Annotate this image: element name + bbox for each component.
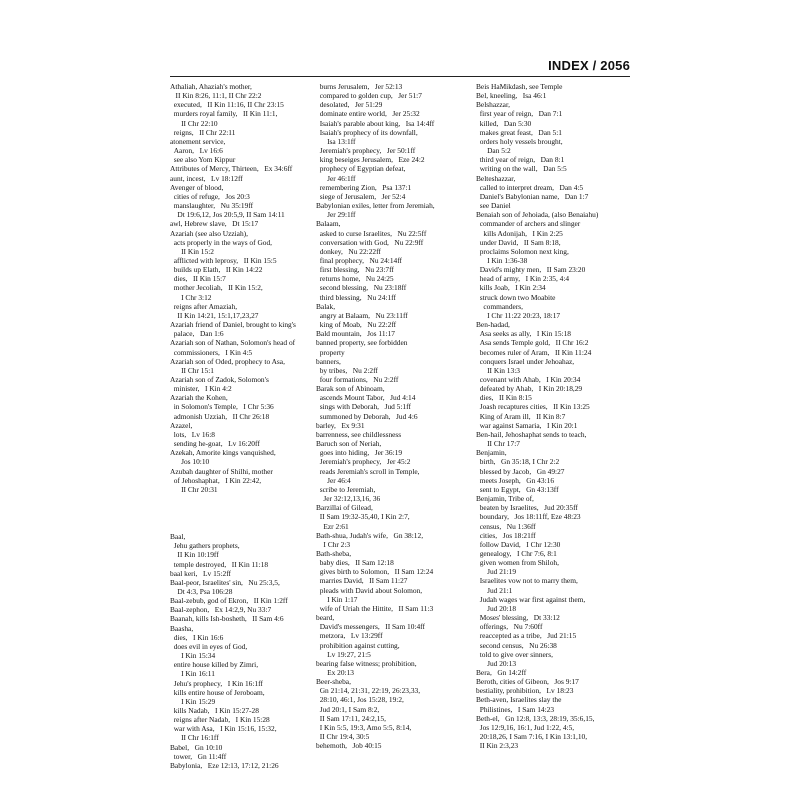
index-entry: Isa 13:1ff	[316, 136, 356, 146]
index-entry: Jud 20:18	[476, 603, 517, 613]
index-entry: II Kin 15:2	[170, 246, 214, 256]
index-entry: metzora, Lv 13:29ff	[316, 631, 383, 641]
index-entry: lots, Lv 16:8	[170, 429, 215, 439]
index-entry: I Kin 1:36-38	[476, 255, 528, 265]
index-entry: reigns after Amaziah,	[170, 301, 238, 311]
index-entry: Benjamin, Tribe of,	[476, 494, 534, 504]
index-entry: Baruch son of Neriah,	[316, 439, 382, 449]
index-entry: Jud 20:13	[476, 658, 517, 668]
index-entry: conversation with God, Nu 22:9ff	[316, 237, 424, 247]
index-entry: Jos 12:9,16, 16:1, Jud 1:22, 4:5,	[476, 722, 575, 732]
index-entry: Beroth, cities of Gibeon, Jos 9:17	[476, 677, 579, 687]
index-column-3	[476, 82, 624, 750]
index-entry: reigns, II Chr 22:11	[170, 127, 236, 137]
index-entry: killed, Dan 5:30	[476, 118, 532, 128]
index-entry: II Kin 10:19ff	[170, 550, 219, 560]
index-entry: Azariah friend of Daniel, brought to king's	[170, 320, 296, 330]
index-column-1	[170, 82, 318, 770]
index-entry: Jeremiah's prophecy, Jer 45:2	[316, 457, 411, 467]
index-entry: Beth-aven, Israelites slay the	[476, 695, 562, 705]
index-entry: II Kin 8:26, 11:1, II Chr 22:2	[170, 91, 262, 101]
index-entry: king beseiges Jerusalem, Eze 24:2	[316, 155, 425, 165]
index-entry: third blessing, Nu 24:1ff	[316, 292, 396, 302]
index-entry: David's messengers, II Sam 10:4ff	[316, 622, 425, 632]
index-entry: property	[316, 347, 345, 357]
index-entry: Benjamin,	[476, 448, 507, 458]
index-entry: cities of refuge, Jos 20:3	[170, 191, 250, 201]
index-entry: I Chr 2:3	[316, 539, 351, 549]
index-entry: Jeremiah's prophecy, Jer 50:1ff	[316, 146, 416, 156]
index-entry: donkey, Nu 22:22ff	[316, 246, 381, 256]
index-entry: II Kin 14:21, 15:1,17,23,27	[170, 310, 259, 320]
index-entry: Lv 19:27, 21:5	[316, 649, 371, 659]
index-entry: returns home, Nu 24:25	[316, 274, 394, 284]
index-entry: Jer 46:1ff	[316, 173, 356, 183]
index-entry: II Chr 20:31	[170, 484, 218, 494]
index-entry: dies, II Kin 8:15	[476, 393, 532, 403]
index-entry: Bath-shua, Judah's wife, Gn 38:12,	[316, 530, 424, 540]
index-entry: murders royal family, II Kin 11:1,	[170, 109, 278, 119]
index-entry: Asa seeks as ally, I Kin 15:18	[476, 329, 571, 339]
index-entry: commander of archers and slinger	[476, 219, 581, 229]
index-entry: manslaughter, Nu 35:19ff	[170, 201, 254, 211]
index-entry: Baal,	[170, 532, 186, 542]
index-entry: behemoth, Job 40:15	[316, 741, 382, 751]
index-entry: war against Samaria, I Kin 20:1	[476, 420, 578, 430]
index-entry: banned property, see forbidden	[316, 338, 408, 348]
index-entry: Baanah, kills Ish-bosheth, II Sam 4:6	[170, 614, 284, 624]
index-entry: Israelites vow not to marry them,	[476, 576, 578, 586]
index-entry: Babylonian exiles, letter from Jeremiah,	[316, 201, 435, 211]
index-entry: Jer 46:4	[316, 475, 351, 485]
index-entry: Bel, kneeling, Isa 46:1	[476, 91, 547, 101]
index-entry: atonement service,	[170, 136, 226, 146]
index-entry: does evil in eyes of God,	[170, 641, 248, 651]
index-entry: Azubah daughter of Shilhi, mother	[170, 466, 273, 476]
index-entry: II Chr 15:1	[170, 365, 214, 375]
index-entry: sings with Deborah, Jud 5:1ff	[316, 402, 411, 412]
index-entry: struck down two Moabite	[476, 292, 556, 302]
index-entry: four formations, Nu 2:2ff	[316, 375, 399, 384]
index-entry: Babel, Gn 10:10	[170, 742, 223, 752]
index-entry: kills entire house of Jeroboam,	[170, 687, 265, 697]
index-entry: in Solomon's Temple, I Chr 5:36	[170, 402, 274, 412]
index-entry: Jud 20:1, I Sam 8:2,	[316, 704, 380, 714]
index-entry: builds up Elath, II Kin 14:22	[170, 265, 263, 275]
index-entry: II Chr 22:10	[170, 118, 218, 128]
index-entry: census, Nu 1:36ff	[476, 521, 536, 531]
index-entry: entire house killed by Zimri,	[170, 660, 259, 670]
page-header-title: INDEX / 2056	[548, 58, 630, 73]
index-entry: marries David, II Sam 11:27	[316, 576, 408, 586]
index-entry: see also Yom Kippur	[170, 155, 236, 165]
index-entry: Ben-hail, Jehoshaphat sends to teach,	[476, 429, 587, 439]
index-entry: I Kin 1:17	[316, 594, 358, 604]
index-entry: Benaiah son of Jehoiada, (also Benaiahu)	[476, 210, 599, 220]
index-entry: Joash recaptures cities, II Kin 13:25	[476, 402, 590, 412]
index-entry: acts properly in the ways of God,	[170, 237, 273, 247]
index-entry: Bath-sheba,	[316, 548, 352, 558]
index-entry: temple destroyed, II Kin 11:18	[170, 559, 269, 569]
index-entry: see Daniel	[476, 201, 511, 211]
index-entry: second census, Nu 26:38	[476, 640, 557, 650]
index-entry: gives birth to Solomon, II Sam 12:24	[316, 567, 434, 577]
index-entry: bestiality, prohibition, Lv 18:23	[476, 686, 574, 696]
index-entry: Balaam,	[316, 219, 341, 229]
index-entry: Beth-el, Gn 12:8, 13:3, 28:19, 35:6,15,	[476, 713, 595, 723]
index-entry: reaccepted as a tribe, Jud 21:15	[476, 631, 577, 641]
index-entry: I Kin 5:5, 19:3, Amo 5:5, 8:14,	[316, 722, 412, 732]
index-entry: Bald mountain, Jos 11:17	[316, 329, 395, 339]
index-entry: King of Aram ill, II Kin 8:7	[476, 411, 566, 421]
index-entry: kills Adonijah, I Kin 2:25	[476, 228, 563, 238]
index-entry: Gn 21:14, 21:31, 22:19, 26:23,33,	[316, 686, 421, 696]
index-entry: kills Joab, I Kin 2:34	[476, 283, 546, 293]
index-entry: under David, II Sam 8:18,	[476, 237, 561, 247]
index-entry: dominate entire world, Jer 25:32	[316, 109, 420, 119]
index-entry: third year of reign, Dan 8:1	[476, 155, 565, 165]
index-entry: Azariah the Kohen,	[170, 393, 228, 403]
index-entry: by tribes, Nu 2:2ff	[316, 365, 378, 375]
index-entry: blessed by Jacob, Gn 49:27	[476, 466, 565, 476]
index-entry: Ex 20:13	[316, 668, 354, 677]
index-entry: scribe to Jeremiah,	[316, 484, 376, 494]
index-entry: Beer-sheba,	[316, 677, 351, 687]
index-entry: Barak son of Abinoam,	[316, 384, 385, 394]
index-entry: Baal-zephon, Ex 14:2,9, Nu 33:7	[170, 605, 272, 615]
index-entry: Azekah, Amorite kings vanquished,	[170, 448, 276, 458]
index-entry: executed, II Kin 11:16, II Chr 23:15	[170, 100, 284, 110]
index-entry: Belshazzar,	[476, 100, 510, 110]
index-entry: sent to Egypt, Gn 43:13ff	[476, 484, 559, 494]
index-entry: boundary, Jos 18:11ff, Eze 48:23	[476, 512, 581, 522]
index-entry: summoned by Deborah, Jud 4:6	[316, 411, 418, 421]
index-entry: commissioners, I Kin 4:5	[170, 347, 253, 357]
index-column-2	[316, 82, 464, 750]
index-entry: II Chr 17:7	[476, 439, 520, 449]
index-entry: I Chr 3:12	[170, 292, 212, 302]
index-entry: remembering Zion, Psa 137:1	[316, 182, 412, 192]
index-entry: I Kin 16:11	[170, 669, 215, 679]
index-entry: Jehu's prophecy, I Kin 16:1ff	[170, 678, 263, 688]
index-entry: Azariah son of Zadok, Solomon's	[170, 375, 269, 384]
index-entry: head of army, I Kin 2:35, 4:4	[476, 274, 570, 284]
index-entry: writing on the wall, Dan 5:5	[476, 164, 567, 174]
index-entry: Azariah (see also Uzziah),	[170, 228, 248, 238]
index-entry: Barzillai of Gilead,	[316, 503, 373, 513]
index-entry: birth, Gn 35:18, I Chr 2:2	[476, 457, 560, 467]
index-entry: Moses' blessing, Dt 33:12	[476, 613, 560, 623]
index-entry: called to interpret dream, Dan 4:5	[476, 182, 584, 192]
index-entry: Babylonia, Eze 12:13, 17:12, 21:26	[170, 760, 279, 770]
index-entry: beaten by Israelites, Jud 20:35ff	[476, 503, 578, 513]
index-entry: admonish Uzziah, II Chr 26:18	[170, 411, 270, 421]
index-entry: meets Joseph, Gn 43:16	[476, 475, 555, 485]
index-entry: proclaims Solomon next king,	[476, 246, 569, 256]
index-entry: 28:10, 46:1, Jos 15:28, 19:2,	[316, 695, 404, 705]
index-entry: II Sam 17:11, 24:2,15,	[316, 713, 386, 723]
index-entry: 20:18,26, I Sam 7:16, I Kin 13:1,10,	[476, 732, 588, 742]
index-entry: king of Moab, Nu 22:2ff	[316, 320, 397, 330]
index-entry: covenant with Ahab, I Kin 20:34	[476, 375, 581, 384]
index-entry: genealogy, I Chr 7:6, 8:1	[476, 548, 557, 558]
index-entry: Azazel,	[170, 420, 193, 430]
index-entry: Avenger of blood,	[170, 182, 224, 192]
index-entry: reigns after Nadab, I Kin 15:28	[170, 715, 270, 725]
index-entry: aunt, incest, Lv 18:12ff	[170, 173, 243, 183]
index-entry: Jehu gathers prophets,	[170, 541, 240, 551]
index-entry: asked to curse Israelites, Nu 22:5ff	[316, 228, 427, 238]
index-entry: desolated, Jer 51:29	[316, 100, 383, 110]
index-entry: II Chr 19:4, 30:5	[316, 732, 370, 742]
index-entry: Isaiah's prophecy of its downfall,	[316, 127, 418, 137]
index-entry: kills Nadab, I Kin 15:27-28	[170, 706, 259, 715]
index-entry: Jud 21:19	[476, 567, 517, 577]
index-entry: Jer 29:1ff	[316, 210, 356, 220]
index-entry: palace, Dan 1:6	[170, 329, 224, 339]
index-entry: baby dies, II Sam 12:18	[316, 558, 394, 568]
index-entry: David's mighty men, II Sam 23:20	[476, 265, 586, 275]
index-entry: siege of Jerusalem, Jer 52:4	[316, 191, 406, 201]
index-entry: becomes ruler of Aram, II Kin 11:24	[476, 347, 592, 357]
index-entry: Jer 32:12,13,16, 36	[316, 494, 381, 504]
index-entry: Belteshazzar,	[476, 173, 516, 183]
index-entry: war with Asa, I Kin 15:16, 15:32,	[170, 724, 277, 734]
index-entry: Balak,	[316, 301, 336, 311]
index-entry: mother Jecoliah, II Kin 15:2,	[170, 283, 263, 293]
index-entry: wife of Uriah the Hittite, II Sam 11:3	[316, 603, 434, 613]
index-entry: Ezr 2:61	[316, 521, 349, 531]
index-entry: Bera, Gn 14:2ff	[476, 668, 527, 677]
index-entry: Dan 5:2	[476, 146, 511, 156]
index-entry: first year of reign, Dan 7:1	[476, 109, 563, 119]
index-entry: given women from Shiloh,	[476, 558, 559, 568]
index-entry: follow David, I Chr 12:30	[476, 539, 561, 549]
index-entry: ascends Mount Tabor, Jud 4:14	[316, 393, 416, 403]
index-entry: makes great feast, Dan 5:1	[476, 127, 562, 137]
index-entry: second blessing, Nu 23:18ff	[316, 283, 407, 293]
index-entry: of Jehoshaphat, I Kin 22:42,	[170, 475, 262, 485]
index-entry: reads Jeremiah's scroll in Temple,	[316, 466, 420, 476]
index-entry: Aaron, Lv 16:6	[170, 146, 223, 156]
index-entry: banners,	[316, 356, 341, 366]
index-entry: beard,	[316, 613, 335, 623]
index-entry: prohibition against cutting,	[316, 640, 400, 650]
index-entry: afflicted with leprosy, II Kin 15:5	[170, 255, 277, 265]
index-entry: baal keri, Lv 15:2ff	[170, 568, 232, 578]
index-entry: prophecy of Egyptian defeat,	[316, 164, 406, 174]
index-entry: offerings, Nu 7:60ff	[476, 622, 543, 632]
index-entry: Isaiah's parable about king, Isa 14:4ff	[316, 118, 435, 128]
index-entry: Azariah son of Oded, prophecy to Asa,	[170, 356, 285, 366]
index-entry: awl, Hebrew slave, Dt 15:17	[170, 219, 259, 229]
index-entry: Baal-zebub, god of Ekron, II Kin 1:2ff	[170, 596, 288, 606]
index-entry: Athaliah, Ahaziah's mother,	[170, 82, 252, 91]
index-entry: Dt 19:6,12, Jos 20:5,9, II Sam 14:11	[170, 210, 285, 220]
header-rule	[170, 76, 630, 77]
index-entry: Jos 10:10	[170, 457, 210, 467]
index-entry: I Chr 11:22 20:23, 18:17	[476, 310, 561, 320]
index-entry: angry at Balaam, Nu 23:11ff	[316, 310, 408, 320]
index-entry: compared to golden cup, Jer 51:7	[316, 91, 422, 101]
index-entry: goes into hiding, Jer 36:19	[316, 448, 403, 458]
index-entry: conquers Israel under Jehoahaz,	[476, 356, 575, 366]
index-entry: commanders,	[476, 301, 523, 311]
index-entry: pleads with David about Solomon,	[316, 585, 423, 595]
index-entry: burns Jerusalem, Jer 52:13	[316, 82, 403, 91]
index-entry: dies, I Kin 16:6	[170, 632, 224, 642]
index-entry: final prophecy, Nu 24:14ff	[316, 255, 403, 265]
index-entry: Ben-hadad,	[476, 320, 510, 330]
index-entry: tower, Gn 11:4ff	[170, 751, 227, 761]
index-entry: minister, I Kin 4:2	[170, 384, 232, 394]
index-entry: cities, Jos 18:21ff	[476, 530, 536, 540]
index-entry: sending he-goat, Lv 16:20ff	[170, 439, 260, 449]
index-entry: Philistines, I Sam 14:23	[476, 704, 555, 714]
index-entry: Baasha,	[170, 623, 194, 633]
index-entry: barley, Ex 9:31	[316, 420, 365, 430]
index-entry: defeated by Ahab, I Kin 20:18,29	[476, 384, 583, 394]
index-entry: Dt 4:3, Psa 106:28	[170, 586, 233, 596]
index-entry: orders holy vessels brought,	[476, 136, 563, 146]
index-entry: I Kin 15:29	[170, 696, 216, 706]
index-entry: Baal-peor, Israelites' sin, Nu 25:3,5,	[170, 577, 280, 587]
index-entry: told to give over sinners,	[476, 649, 553, 659]
index-entry: dies, II Kin 15:7	[170, 274, 226, 284]
index-entry: Asa sends Temple gold, II Chr 16:2	[476, 338, 589, 348]
index-entry: Attributes of Mercy, Thirteen, Ex 34:6ff	[170, 164, 293, 174]
index-entry: Azariah son of Nathan, Solomon's head of	[170, 338, 296, 348]
index-entry: barrenness, see childlessness	[316, 429, 402, 439]
index-entry: II Chr 16:1ff	[170, 733, 219, 743]
index-entry: first blessing, Nu 23:7ff	[316, 265, 394, 275]
index-entry: I Kin 15:34	[170, 651, 216, 661]
index-entry: Daniel's Babylonian name, Dan 1:7	[476, 191, 589, 201]
index-entry: II Kin 2:3,23	[476, 741, 519, 751]
index-entry: bearing false witness; prohibition,	[316, 658, 417, 668]
index-entry: II Sam 19:32-35,40, I Kin 2:7,	[316, 512, 410, 522]
index-entry: Jud 21:1	[476, 585, 513, 595]
index-entry: II Kin 13:3	[476, 365, 520, 375]
index-entry: Judah wages war first against them,	[476, 594, 586, 604]
index-entry: Beis HaMikdash, see Temple	[476, 82, 563, 91]
